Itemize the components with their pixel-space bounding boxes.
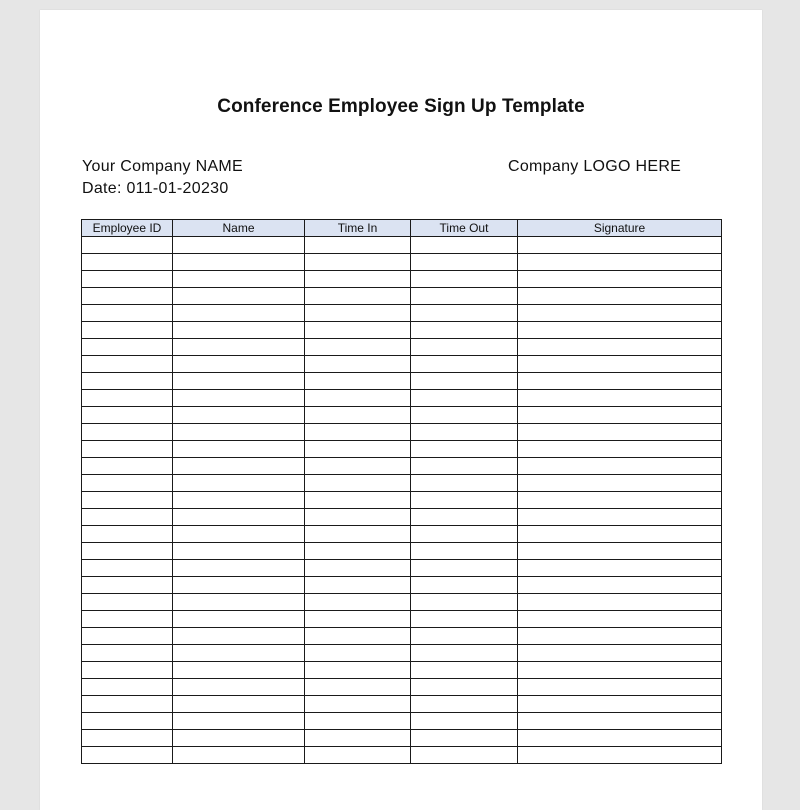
name-cell [173, 390, 305, 407]
table-row [82, 577, 722, 594]
employee-id-cell [82, 288, 173, 305]
employee-id-cell [82, 254, 173, 271]
name-cell [173, 645, 305, 662]
signature-cell [518, 407, 722, 424]
time-out-cell [411, 509, 518, 526]
time-in-cell [305, 560, 411, 577]
employee-id-cell [82, 696, 173, 713]
time-out-cell [411, 339, 518, 356]
signature-cell [518, 560, 722, 577]
signature-cell [518, 339, 722, 356]
employee-id-cell [82, 611, 173, 628]
time-in-cell [305, 543, 411, 560]
time-out-cell [411, 424, 518, 441]
signature-cell [518, 747, 722, 764]
name-cell [173, 254, 305, 271]
time-in-cell [305, 237, 411, 254]
time-in-cell [305, 645, 411, 662]
signature-cell [518, 611, 722, 628]
document-title: Conference Employee Sign Up Template [217, 96, 585, 117]
name-cell [173, 458, 305, 475]
signature-cell [518, 441, 722, 458]
time-in-cell [305, 577, 411, 594]
table-row [82, 237, 722, 254]
signature-cell [518, 373, 722, 390]
name-cell [173, 237, 305, 254]
name-cell [173, 424, 305, 441]
time-out-cell [411, 373, 518, 390]
name-cell [173, 339, 305, 356]
table-row [82, 628, 722, 645]
time-out-cell [411, 390, 518, 407]
signature-cell [518, 526, 722, 543]
employee-id-cell [82, 628, 173, 645]
name-cell [173, 594, 305, 611]
name-cell [173, 475, 305, 492]
employee-id-cell [82, 475, 173, 492]
document-date: Date: 011-01-20230 [82, 180, 229, 197]
name-cell [173, 696, 305, 713]
employee-id-cell [82, 492, 173, 509]
company-name: Your Company NAME [82, 158, 244, 175]
employee-id-cell [82, 543, 173, 560]
time-in-cell [305, 594, 411, 611]
time-out-cell [411, 492, 518, 509]
time-in-cell [305, 407, 411, 424]
time-out-cell [411, 458, 518, 475]
employee-id-cell [82, 237, 173, 254]
signature-cell [518, 696, 722, 713]
time-out-cell [411, 543, 518, 560]
employee-id-cell [82, 526, 173, 543]
table-row [82, 594, 722, 611]
header-name: Name [173, 220, 305, 237]
time-in-cell [305, 662, 411, 679]
time-in-cell [305, 458, 411, 475]
header-employee-id: Employee ID [82, 220, 173, 237]
employee-id-cell [82, 356, 173, 373]
employee-id-cell [82, 441, 173, 458]
signature-cell [518, 713, 722, 730]
time-in-cell [305, 628, 411, 645]
time-in-cell [305, 509, 411, 526]
time-out-cell [411, 747, 518, 764]
signature-cell [518, 509, 722, 526]
time-out-cell [411, 730, 518, 747]
employee-id-cell [82, 322, 173, 339]
company-logo-placeholder: Company LOGO HERE [508, 158, 682, 175]
employee-id-cell [82, 339, 173, 356]
time-out-cell [411, 526, 518, 543]
signature-cell [518, 475, 722, 492]
time-in-cell [305, 254, 411, 271]
name-cell [173, 322, 305, 339]
time-out-cell [411, 288, 518, 305]
time-in-cell [305, 611, 411, 628]
signature-cell [518, 254, 722, 271]
signature-cell [518, 288, 722, 305]
table-row [82, 288, 722, 305]
name-cell [173, 577, 305, 594]
table-row [82, 662, 722, 679]
time-in-cell [305, 713, 411, 730]
signature-cell [518, 424, 722, 441]
sign-up-table [81, 219, 722, 764]
time-out-cell [411, 696, 518, 713]
signature-cell [518, 356, 722, 373]
name-cell [173, 373, 305, 390]
name-cell [173, 356, 305, 373]
table-row [82, 611, 722, 628]
table-row [82, 305, 722, 322]
table-row [82, 373, 722, 390]
name-cell [173, 492, 305, 509]
time-in-cell [305, 305, 411, 322]
employee-id-cell [82, 747, 173, 764]
time-in-cell [305, 696, 411, 713]
signature-cell [518, 237, 722, 254]
table-row [82, 492, 722, 509]
time-out-cell [411, 594, 518, 611]
time-out-cell [411, 254, 518, 271]
name-cell [173, 747, 305, 764]
signature-cell [518, 390, 722, 407]
time-in-cell [305, 475, 411, 492]
name-cell [173, 679, 305, 696]
time-in-cell [305, 747, 411, 764]
signature-cell [518, 645, 722, 662]
signature-cell [518, 458, 722, 475]
employee-id-cell [82, 679, 173, 696]
name-cell [173, 730, 305, 747]
time-in-cell [305, 390, 411, 407]
time-out-cell [411, 407, 518, 424]
time-out-cell [411, 645, 518, 662]
table-row [82, 696, 722, 713]
employee-id-cell [82, 271, 173, 288]
name-cell [173, 543, 305, 560]
employee-id-cell [82, 560, 173, 577]
sign-up-table-body [82, 237, 722, 764]
time-in-cell [305, 679, 411, 696]
signature-cell [518, 730, 722, 747]
signature-cell [518, 543, 722, 560]
table-row [82, 475, 722, 492]
signature-cell [518, 322, 722, 339]
time-out-cell [411, 560, 518, 577]
employee-id-cell [82, 458, 173, 475]
time-out-cell [411, 322, 518, 339]
signature-cell [518, 305, 722, 322]
time-in-cell [305, 322, 411, 339]
time-in-cell [305, 441, 411, 458]
name-cell [173, 713, 305, 730]
table-row [82, 271, 722, 288]
table-row [82, 713, 722, 730]
time-out-cell [411, 271, 518, 288]
employee-id-cell [82, 373, 173, 390]
time-in-cell [305, 356, 411, 373]
time-out-cell [411, 611, 518, 628]
time-out-cell [411, 441, 518, 458]
name-cell [173, 628, 305, 645]
table-row [82, 645, 722, 662]
signature-cell [518, 628, 722, 645]
name-cell [173, 611, 305, 628]
document-page [40, 10, 762, 810]
table-row [82, 254, 722, 271]
name-cell [173, 509, 305, 526]
table-row [82, 747, 722, 764]
time-in-cell [305, 526, 411, 543]
signature-cell [518, 594, 722, 611]
header-signature: Signature [518, 220, 722, 237]
table-row [82, 322, 722, 339]
table-row [82, 560, 722, 577]
time-in-cell [305, 271, 411, 288]
table-row [82, 424, 722, 441]
employee-id-cell [82, 424, 173, 441]
table-row [82, 543, 722, 560]
table-row [82, 356, 722, 373]
time-out-cell [411, 662, 518, 679]
employee-id-cell [82, 713, 173, 730]
time-in-cell [305, 373, 411, 390]
time-out-cell [411, 628, 518, 645]
time-out-cell [411, 237, 518, 254]
name-cell [173, 560, 305, 577]
employee-id-cell [82, 577, 173, 594]
time-in-cell [305, 492, 411, 509]
employee-id-cell [82, 305, 173, 322]
name-cell [173, 288, 305, 305]
table-row [82, 730, 722, 747]
header-time-in: Time In [305, 220, 411, 237]
time-out-cell [411, 577, 518, 594]
employee-id-cell [82, 509, 173, 526]
signature-cell [518, 679, 722, 696]
signature-cell [518, 271, 722, 288]
signature-cell [518, 492, 722, 509]
employee-id-cell [82, 390, 173, 407]
time-in-cell [305, 339, 411, 356]
table-row [82, 339, 722, 356]
table-row [82, 526, 722, 543]
table-row [82, 407, 722, 424]
name-cell [173, 441, 305, 458]
employee-id-cell [82, 662, 173, 679]
time-out-cell [411, 475, 518, 492]
name-cell [173, 526, 305, 543]
time-out-cell [411, 356, 518, 373]
signature-cell [518, 577, 722, 594]
time-in-cell [305, 424, 411, 441]
table-header-row [82, 220, 722, 237]
table-row [82, 441, 722, 458]
employee-id-cell [82, 594, 173, 611]
table-row [82, 509, 722, 526]
name-cell [173, 305, 305, 322]
table-row [82, 679, 722, 696]
time-out-cell [411, 305, 518, 322]
time-in-cell [305, 288, 411, 305]
signature-cell [518, 662, 722, 679]
table-row [82, 458, 722, 475]
time-out-cell [411, 679, 518, 696]
employee-id-cell [82, 730, 173, 747]
time-out-cell [411, 713, 518, 730]
name-cell [173, 407, 305, 424]
header-time-out: Time Out [411, 220, 518, 237]
employee-id-cell [82, 407, 173, 424]
name-cell [173, 662, 305, 679]
name-cell [173, 271, 305, 288]
employee-id-cell [82, 645, 173, 662]
time-in-cell [305, 730, 411, 747]
table-row [82, 390, 722, 407]
